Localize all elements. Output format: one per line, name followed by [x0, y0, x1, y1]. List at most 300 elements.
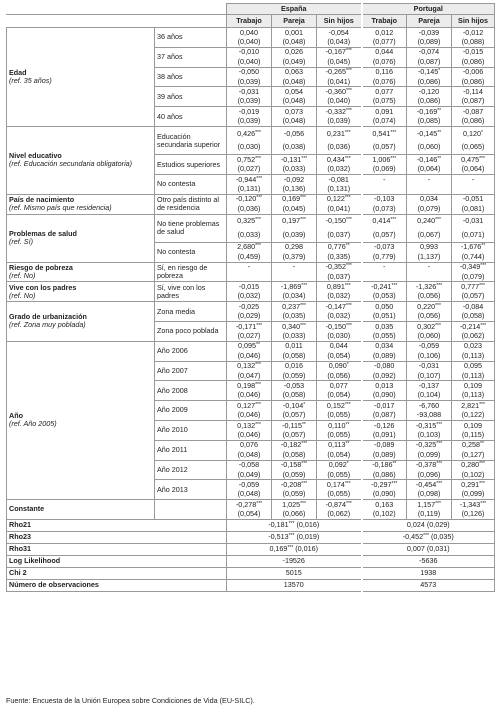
coef-cell — [452, 401, 495, 411]
coef-value: 0,077 — [329, 380, 348, 390]
coef-cell — [317, 282, 362, 292]
se-cell: (0,033) — [227, 228, 272, 242]
se-cell: (0,057) — [272, 430, 317, 440]
summary-label: Chi 2 — [7, 567, 227, 579]
significance-stars: *** — [288, 521, 295, 528]
table-row — [7, 214, 495, 228]
coef-cell — [272, 500, 317, 510]
se-cell: (0,030) — [317, 331, 362, 341]
coef-cell — [317, 155, 362, 165]
category-label: Educación secundaria superior — [155, 126, 227, 154]
se-cell: (0,113) — [452, 351, 495, 361]
significance-stars: ** — [437, 107, 442, 114]
se-cell — [272, 272, 317, 282]
se-cell: (0,089) — [407, 37, 452, 47]
coef-cell — [227, 47, 272, 57]
significance-stars: *** — [344, 401, 351, 408]
se-cell: (0,057) — [272, 411, 317, 421]
coef-cell — [452, 155, 495, 165]
coef-cell — [227, 341, 272, 351]
coef-cell — [407, 194, 452, 204]
coef-value: -0,241 — [371, 282, 392, 291]
significance-stars: *** — [300, 217, 306, 224]
coef-value: 0,152 — [326, 400, 345, 410]
coef-cell — [362, 194, 407, 204]
summary-value: -0,181 — [268, 520, 289, 530]
coef-cell — [227, 214, 272, 228]
se-cell: (0,064) — [452, 165, 495, 175]
coef-value: 0,776 — [327, 242, 346, 252]
category-label: 38 años — [155, 67, 227, 87]
coef-value: -0,059 — [238, 479, 260, 489]
se-cell: (0,055) — [362, 331, 407, 341]
coef-cell — [317, 341, 362, 351]
coef-value: 0,993 — [420, 242, 438, 252]
coef-cell — [452, 262, 495, 272]
coef-value: 0,541 — [372, 128, 391, 138]
se-cell: (0,076) — [362, 77, 407, 87]
se-cell: (0,099) — [407, 450, 452, 460]
coef-value: -0,214 — [459, 321, 481, 331]
coef-cell — [362, 107, 407, 117]
significance-stars: *** — [301, 441, 308, 448]
coef-value: -0,360 — [325, 87, 347, 97]
coef-cell — [407, 440, 452, 450]
se-cell: (0,041) — [317, 204, 362, 214]
coef-value: -0,054 — [328, 27, 349, 37]
coef-value: 0,434 — [326, 154, 345, 164]
variable-cell — [7, 341, 155, 499]
se-cell: (0,055) — [317, 411, 362, 421]
coef-value: 0,110 — [328, 420, 346, 430]
coef-value: -0,019 — [238, 106, 260, 116]
coef-cell — [362, 341, 407, 351]
coef-cell — [407, 262, 452, 272]
category-label: Sí, en riesgo de pobreza — [155, 262, 227, 282]
significance-stars: *** — [479, 155, 485, 162]
coef-cell — [272, 302, 317, 312]
se-cell: (0,069) — [362, 165, 407, 175]
coef-value: 0,220 — [417, 301, 436, 311]
coef-value: 0,752 — [237, 154, 256, 164]
coef-cell — [227, 107, 272, 117]
coef-cell — [452, 28, 495, 38]
se-cell: (0,055) — [317, 470, 362, 480]
summary-value: 13570 — [283, 580, 304, 590]
se-cell: (0,058) — [452, 312, 495, 322]
category-label: Año 2013 — [155, 480, 227, 500]
coef-cell — [272, 47, 317, 57]
coef-value: 1,025 — [282, 499, 301, 509]
summary-se: (0,029) — [424, 520, 450, 530]
coef-cell — [362, 500, 407, 510]
coef-cell — [317, 302, 362, 312]
significance-stars: * — [303, 401, 306, 408]
coef-cell — [227, 67, 272, 77]
significance-stars: *** — [300, 500, 306, 507]
reference-category: (ref. Año 2005) — [9, 419, 57, 429]
coef-value: 0,063 — [285, 67, 303, 77]
variable-name: Vive con los padres — [9, 282, 77, 292]
se-cell: (0,057) — [362, 228, 407, 242]
coef-cell — [272, 214, 317, 228]
significance-stars: *** — [479, 401, 485, 408]
coef-value: 0,095 — [464, 361, 482, 371]
coef-value: 0,011 — [285, 341, 303, 351]
col-header: Sin hijos — [452, 15, 495, 28]
se-cell: (0,122) — [452, 411, 495, 421]
col-header: Pareja — [407, 15, 452, 28]
coef-cell — [452, 480, 495, 490]
coef-cell — [317, 262, 362, 272]
summary-value-spain — [227, 567, 362, 579]
summary-value: -19526 — [282, 556, 305, 566]
significance-stars: *** — [390, 217, 397, 224]
coef-cell — [407, 361, 452, 371]
reference-category: (ref. Zona muy poblada) — [9, 320, 86, 330]
coef-cell — [272, 381, 317, 391]
coef-cell — [452, 87, 495, 97]
coef-cell — [317, 401, 362, 411]
significance-stars: *** — [479, 480, 485, 487]
corner-cell-2 — [7, 15, 227, 28]
se-cell: (0,087) — [407, 57, 452, 67]
significance-stars: *** — [423, 533, 429, 540]
se-cell: (0,053) — [362, 292, 407, 302]
coef-cell — [362, 87, 407, 97]
se-cell: (0,057) — [452, 292, 495, 302]
coef-value: - — [247, 262, 251, 272]
coef-cell — [407, 155, 452, 165]
coef-value: -0,006 — [462, 67, 484, 77]
coef-value: 0,001 — [285, 27, 303, 37]
se-cell: (0,086) — [452, 77, 495, 87]
se-cell: (0,092) — [362, 371, 407, 381]
coef-cell — [272, 321, 317, 331]
coef-value: 0,414 — [372, 216, 391, 226]
variable-cell — [7, 28, 155, 127]
summary-row — [7, 531, 495, 543]
significance-stars: *** — [480, 322, 487, 329]
coef-cell — [227, 126, 272, 140]
category-label: Zona poco poblada — [155, 321, 227, 341]
table-row — [7, 282, 495, 292]
significance-stars: *** — [391, 480, 398, 487]
se-cell: (0,059) — [272, 490, 317, 500]
coef-value: 0,891 — [326, 282, 345, 291]
coef-value: -0,265 — [325, 67, 347, 77]
significance-stars: *** — [287, 545, 294, 552]
coef-cell — [362, 480, 407, 490]
coef-value: 0,050 — [375, 301, 394, 311]
coef-cell — [452, 194, 495, 204]
significance-stars: *** — [346, 500, 352, 507]
coef-cell — [407, 214, 452, 228]
coef-value: -1,326 — [415, 282, 437, 291]
coef-value: -6,760 — [418, 400, 440, 410]
coef-value: -0,050 — [238, 67, 260, 77]
se-cell: (0,059) — [272, 470, 317, 480]
coef-cell — [272, 282, 317, 292]
coef-value: -0,056 — [283, 128, 305, 138]
coef-value: 0,197 — [282, 216, 301, 226]
category-label: No contesta — [155, 242, 227, 262]
significance-stars: *** — [435, 302, 441, 309]
coef-cell — [317, 480, 362, 490]
summary-value: -5636 — [419, 556, 438, 566]
summary-value-portugal — [362, 531, 495, 543]
coef-cell — [272, 242, 317, 252]
coef-value: -0,332 — [325, 106, 347, 116]
se-cell: (0,027) — [227, 165, 272, 175]
coef-value: -0,146 — [416, 154, 438, 164]
se-cell: (0,045) — [272, 204, 317, 214]
coef-cell — [362, 460, 407, 470]
category-label: Año 2009 — [155, 401, 227, 421]
coef-value: -0,145 — [416, 128, 438, 138]
coef-cell — [272, 87, 317, 97]
coef-cell — [407, 321, 452, 331]
coef-cell — [407, 420, 452, 430]
category-label: Zona media — [155, 302, 227, 322]
se-cell: (0,033) — [272, 331, 317, 341]
coef-cell — [362, 214, 407, 228]
coef-cell — [317, 460, 362, 470]
summary-value-spain — [227, 543, 362, 555]
se-cell: (0,071) — [452, 228, 495, 242]
coef-cell — [272, 194, 317, 204]
se-cell: (0,051) — [362, 312, 407, 322]
coef-cell — [362, 440, 407, 450]
reference-category: (ref. Mismo país que residencia) — [9, 203, 112, 213]
coef-value: 0,240 — [417, 216, 436, 226]
coef-value: 0,291 — [461, 479, 480, 489]
significance-stars: *** — [288, 533, 295, 540]
coef-value: -0,120 — [235, 194, 257, 204]
coef-value: 0,092 — [328, 460, 347, 470]
coef-value: -0,104 — [282, 400, 304, 410]
se-cell: (0,046) — [227, 411, 272, 421]
se-cell: (0,115) — [452, 430, 495, 440]
reference-category: (ref. 35 años) — [9, 75, 52, 85]
coef-cell — [272, 420, 317, 430]
significance-stars: *** — [255, 381, 261, 388]
se-cell: (0,038) — [272, 141, 317, 155]
category-label: Año 2008 — [155, 381, 227, 401]
significance-stars: *** — [301, 283, 308, 289]
se-cell: (0,037) — [317, 272, 362, 282]
significance-stars: *** — [255, 129, 261, 136]
significance-stars: *** — [346, 322, 352, 329]
se-cell: (0,048) — [227, 490, 272, 500]
variable-name: Constante — [9, 504, 45, 514]
se-cell: (0,127) — [452, 450, 495, 460]
coef-cell — [227, 460, 272, 470]
se-cell: (0,039) — [227, 77, 272, 87]
coef-cell — [317, 107, 362, 117]
se-cell: (0,032) — [227, 292, 272, 302]
coef-value: -0,059 — [418, 341, 440, 351]
coef-value: -0,126 — [374, 420, 395, 430]
se-cell: (0,058) — [272, 351, 317, 361]
coef-value: 0,340 — [282, 321, 301, 331]
category-label — [155, 500, 227, 520]
coef-cell — [407, 401, 452, 411]
se-cell: (0,056) — [407, 312, 452, 322]
coef-cell — [362, 401, 407, 411]
se-cell: (0,060) — [407, 331, 452, 341]
coef-value: -0,031 — [418, 361, 440, 371]
se-cell: (0,036) — [227, 204, 272, 214]
significance-stars: *** — [436, 480, 443, 487]
coef-cell — [227, 302, 272, 312]
coef-cell — [407, 500, 452, 510]
coef-value: 0,016 — [285, 361, 303, 371]
significance-stars: *** — [255, 362, 261, 369]
coef-cell — [317, 28, 362, 38]
se-cell: (0,032) — [317, 292, 362, 302]
se-cell: (0,081) — [452, 204, 495, 214]
significance-stars: *** — [255, 401, 261, 408]
se-cell: (0,057) — [362, 141, 407, 155]
variable-name: Nivel educativo — [9, 151, 62, 161]
coef-value: -0,010 — [238, 47, 260, 57]
col-header: Pareja — [272, 15, 317, 28]
coef-cell — [317, 87, 362, 97]
significance-stars: *** — [256, 175, 263, 182]
se-cell: (0,089) — [362, 450, 407, 460]
coef-cell — [272, 440, 317, 450]
se-cell: (0,087) — [452, 97, 495, 107]
summary-value-spain — [227, 519, 362, 531]
table-row — [7, 500, 495, 510]
se-cell: (0,096) — [407, 470, 452, 480]
coef-value: -0,167 — [325, 47, 347, 57]
coef-value: 2,680 — [237, 242, 256, 252]
coef-value: -0,454 — [415, 479, 437, 489]
coef-cell — [452, 321, 495, 331]
summary-label: Rho23 — [7, 531, 227, 543]
coef-cell — [362, 174, 407, 184]
coef-value: - — [383, 262, 386, 272]
summary-value: 4573 — [420, 580, 437, 590]
coef-value: 0,298 — [285, 242, 303, 252]
coef-value: 0,258 — [462, 440, 481, 450]
coef-value: -0,115 — [282, 420, 302, 430]
coef-cell — [227, 361, 272, 371]
reference-category: (ref. No) — [9, 290, 36, 300]
se-cell: (0,039) — [272, 228, 317, 242]
significance-stars: * — [346, 362, 349, 369]
coef-cell — [407, 87, 452, 97]
significance-stars: *** — [435, 217, 441, 224]
significance-stars: *** — [390, 155, 397, 162]
summary-row — [7, 519, 495, 531]
group-header-spain: España — [227, 4, 362, 15]
se-cell: (0,032) — [317, 312, 362, 322]
coef-cell — [452, 361, 495, 371]
variable-cell — [7, 500, 155, 520]
se-cell: (0,046) — [227, 391, 272, 401]
se-cell: (0,744) — [452, 252, 495, 262]
variable-name: Año — [9, 411, 23, 421]
coef-value: 0,073 — [285, 106, 303, 116]
coef-value: -0,169 — [416, 106, 438, 116]
se-cell: (0,073) — [362, 204, 407, 214]
summary-se: (0,035) — [428, 532, 454, 542]
category-label: No tiene problemas de salud — [155, 214, 227, 242]
coef-cell — [452, 440, 495, 450]
se-cell — [407, 184, 452, 194]
coef-value: 1,157 — [417, 499, 436, 509]
coef-value: -1,343 — [459, 499, 481, 509]
coef-cell — [272, 126, 317, 140]
coef-value: 0,023 — [464, 341, 482, 351]
variable-cell — [7, 194, 155, 214]
coef-cell — [452, 341, 495, 351]
significance-stars: ** — [256, 342, 260, 349]
coef-cell — [407, 341, 452, 351]
significance-stars: *** — [346, 263, 352, 270]
coef-value: 0,044 — [329, 341, 348, 351]
coef-cell — [272, 460, 317, 470]
coef-value: 0,044 — [375, 47, 394, 57]
summary-label: Rho31 — [7, 543, 227, 555]
coef-cell — [452, 500, 495, 510]
coef-cell — [317, 361, 362, 371]
se-cell: (0,041) — [317, 77, 362, 87]
se-cell: (0,043) — [317, 37, 362, 47]
source-note: Fuente: Encuesta de la Unión Europea sobre Condiciones de Vida (EU-SILC). — [6, 696, 255, 705]
coef-cell — [317, 420, 362, 430]
coef-cell — [407, 174, 452, 184]
se-cell: (0,067) — [407, 228, 452, 242]
category-label: Año 2012 — [155, 460, 227, 480]
se-cell: (0,048) — [272, 77, 317, 87]
significance-stars: *** — [346, 217, 352, 224]
summary-value: 0,169 — [269, 544, 288, 554]
se-cell: (0,039) — [317, 117, 362, 127]
coef-value: 0,237 — [282, 301, 301, 311]
significance-stars: *** — [390, 129, 397, 136]
significance-stars: ** — [437, 129, 442, 136]
significance-stars: *** — [301, 461, 308, 468]
se-cell: (0,106) — [407, 351, 452, 361]
se-cell: (0,046) — [227, 351, 272, 361]
se-cell: (0,107) — [407, 371, 452, 381]
significance-stars: *** — [301, 480, 308, 487]
significance-stars: *** — [391, 283, 398, 289]
summary-row — [7, 555, 495, 567]
coef-cell — [227, 480, 272, 490]
coef-cell — [362, 155, 407, 165]
se-cell — [452, 184, 495, 194]
coef-cell — [317, 440, 362, 450]
coef-value: 0,113 — [328, 440, 346, 450]
coef-value: -0,081 — [328, 174, 349, 184]
coef-cell — [452, 107, 495, 117]
significance-stars: *** — [344, 283, 351, 289]
se-cell: (0,048) — [272, 97, 317, 107]
se-cell — [227, 272, 272, 282]
coef-cell — [227, 194, 272, 204]
coef-value: 0,012 — [375, 27, 394, 37]
table-row — [7, 194, 495, 204]
se-cell: (0,459) — [227, 252, 272, 262]
variable-cell — [7, 262, 155, 282]
se-cell: (0,102) — [362, 510, 407, 520]
variable-cell — [7, 302, 155, 342]
